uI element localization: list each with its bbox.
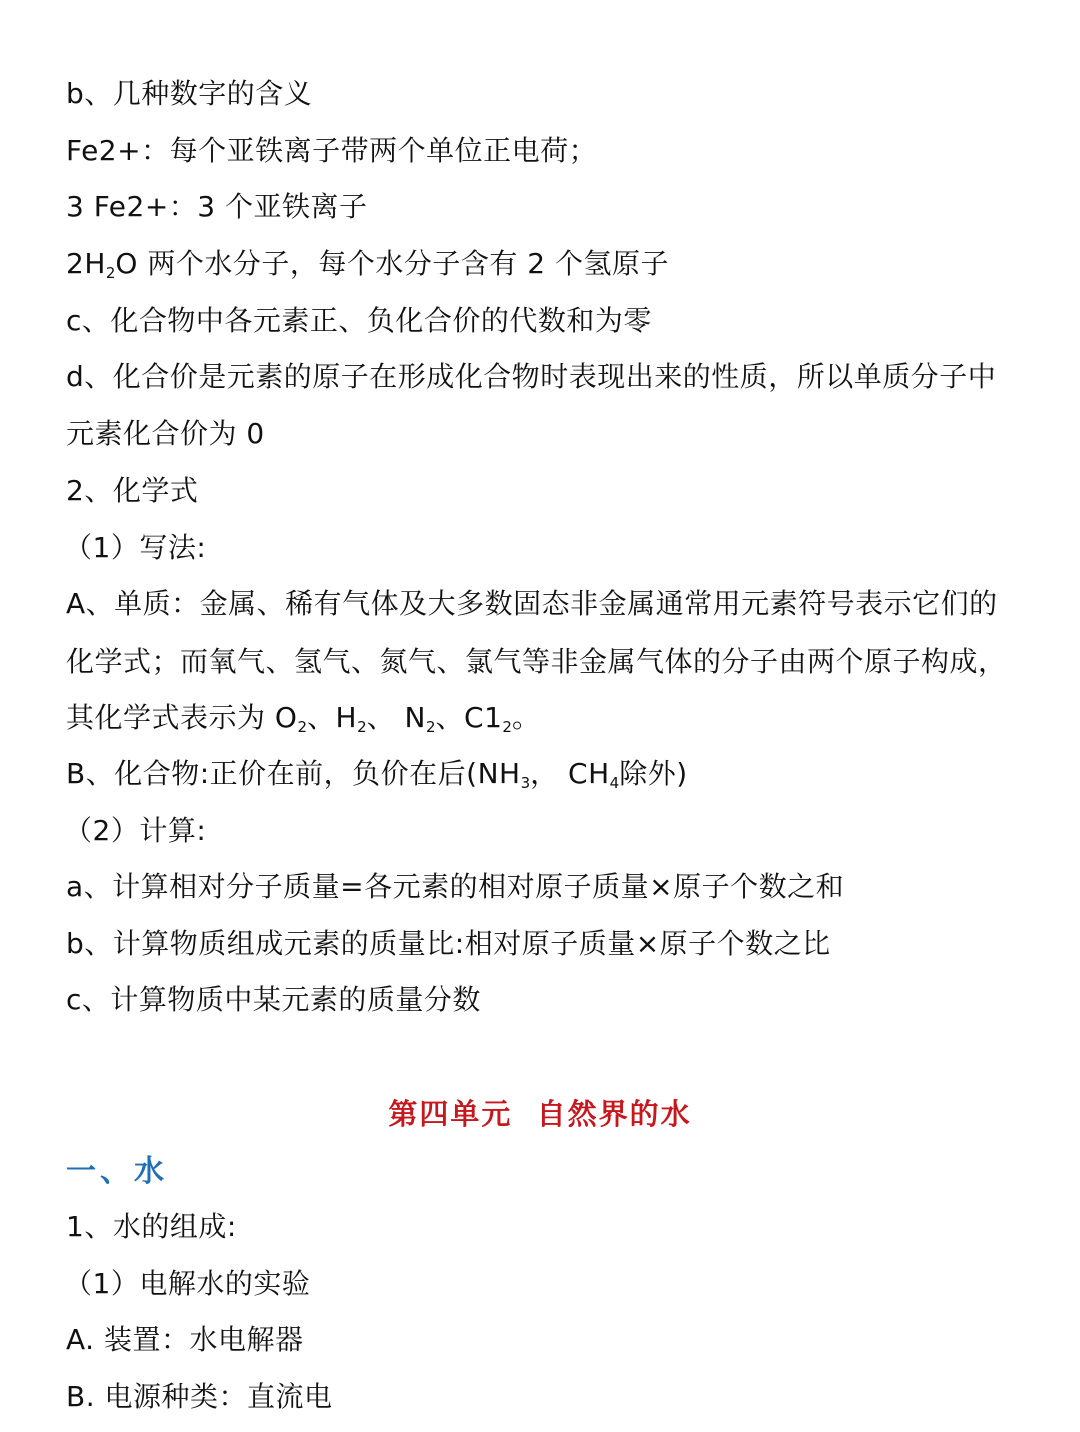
text-line: 元素化合价为 0 [66,417,265,450]
text-line [66,698,540,747]
text-line: （1）电解水的实验 [64,1267,311,1300]
text-line: Fe2+：每个亚铁离子带两个单位正电荷； [66,134,598,167]
unit-title: 第四单元 自然界的水 [388,1097,692,1131]
text-line: 2、化学式 [66,474,199,507]
text-line: A、单质：金属、稀有气体及大多数固态非金属通常用元素符号表示它们的 [66,587,998,620]
text-line: （2）计算: [64,814,207,847]
text-fragment: 除外) [619,757,688,790]
text-line: A. 装置：水电解器 [66,1323,304,1356]
text-fragment: 。 [511,701,541,734]
formula-text: 2H [66,247,106,280]
text-fragment: 、 N [366,701,426,734]
subscript: 2 [297,718,307,736]
subscript: 3 [520,774,531,792]
subscript: 2 [105,264,116,282]
text-line: c、计算物质中某元素的质量分数 [66,983,481,1016]
text-line: c、化合物中各元素正、负化合价的代数和为零 [66,304,652,337]
text-fragment: ， CH [530,757,610,790]
text-fragment: B、化合物:正价在前，负价在后(NH [66,757,521,790]
text-fragment: 其化学式表示为 O [66,701,298,734]
text-line: 1、水的组成: [66,1210,237,1243]
text-line: b、几种数字的含义 [66,77,313,110]
text-line: 化学式；而氧气、氢气、氮气、氯气等非金属气体的分子由两个原子构成， [66,645,1007,678]
subscript: 4 [609,774,620,792]
text-fragment: O 两个水分子，每个水分子含有 2 个氢原子 [115,247,669,280]
subscript: 2 [425,718,436,736]
text-line [66,244,669,293]
text-line: B. 电源种类：直流电 [66,1380,333,1413]
text-line: 3 Fe2+：3 个亚铁离子 [66,190,368,223]
text-line: b、计算物质组成元素的质量比:相对原子质量×原子个数之比 [66,927,831,960]
subscript: 2 [502,718,512,736]
text-line: d、化合价是元素的原子在形成化合物时表现出来的性质，所以单质分子中 [66,360,997,393]
text-line: a、计算相对分子质量=各元素的相对原子质量×原子个数之和 [66,870,845,903]
text-fragment: 、C1 [435,701,503,734]
section-title: 一、水 [66,1154,168,1189]
text-line: （1）写法: [64,531,207,564]
subscript: 2 [357,718,367,736]
text-line [66,754,688,803]
text-fragment: 、H [307,701,358,734]
